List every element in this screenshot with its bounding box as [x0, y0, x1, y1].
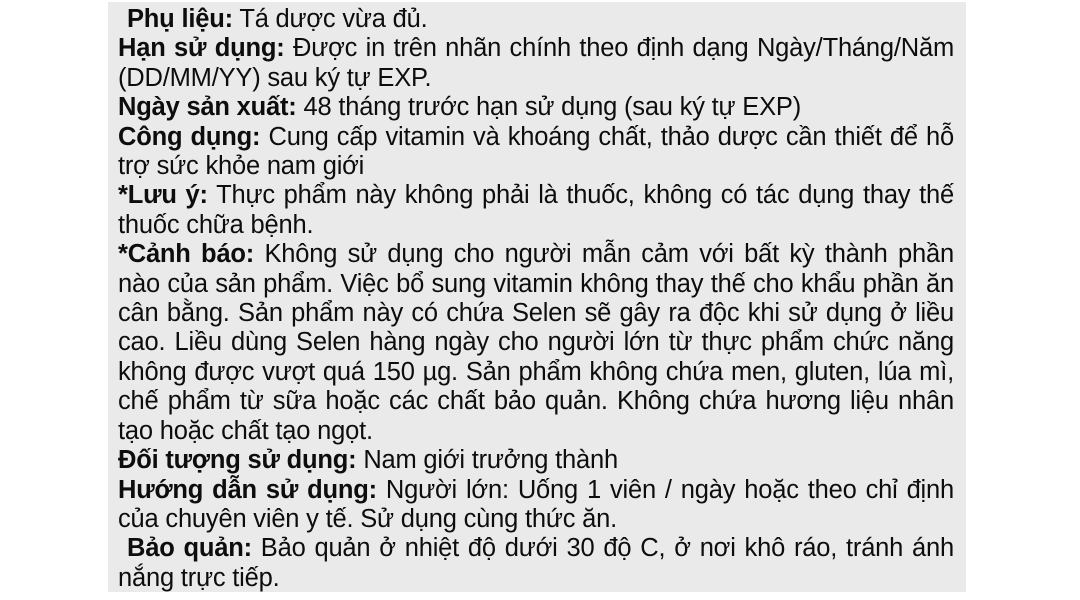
section-canh-bao [118, 240, 954, 446]
section-text-luu-y: Thực phẩm này không phải là thuốc, không có tác dụng thay thế thuốc chữa bệnh. [118, 181, 954, 239]
section-title-doi-tuong-su-dung: Đối tượng sử dụng: [118, 446, 357, 475]
section-text-canh-bao: Không sử dụng cho người mẫn cảm với bất kỳ thành phần nào của sản phẩm. Việc bổ sung vitamin không thay thế cho khẩu phần ăn cân bằng. Sản phẩm này có chứa Selen sẽ gây ra độc khi sử dụng ở liều cao. Liều dùng Selen hàng ngày cho người lớn từ thực phẩm chức năng không được vượt quá 150 µg. Sản phẩm không chứa men, gluten, lúa mì, chế phẩm từ sữa hoặc các chất bảo quản. Không chứa hương liệu nhân tạo hoặc chất tạo ngọt. [118, 240, 954, 445]
section-text-huong-dan-su-dung: Người lớn: Uống 1 viên / ngày hoặc theo chỉ định của chuyên viên y tế. Sử dụng cùng thức ăn. [118, 475, 954, 533]
section-title-han-su-dung: Hạn sử dụng: [118, 34, 285, 63]
section-text-cong-dung: Cung cấp vitamin và khoáng chất, thảo dược cần thiết để hỗ trợ sức khỏe nam giới [118, 122, 954, 181]
section-bao-quan [118, 534, 954, 592]
section-text-bao-quan: Bảo quản ở nhiệt độ dưới 30 độ C, ở nơi khô ráo, tránh ánh nắng trực tiếp. [118, 534, 954, 592]
section-luu-y [118, 181, 954, 240]
section-text-doi-tuong-su-dung: Nam giới trưởng thành [363, 446, 618, 475]
section-ngay-san-xuat [118, 93, 954, 122]
section-han-su-dung [118, 34, 954, 93]
section-title-luu-y: *Lưu ý: [118, 181, 208, 210]
section-title-bao-quan: Bảo quản: [127, 534, 252, 563]
section-text-han-su-dung: Được in trên nhãn chính theo định dạng Ngày/Tháng/Năm (DD/MM/YY) sau ký tự EXP. [118, 34, 954, 92]
product-label-panel [108, 2, 966, 592]
section-text-phu-lieu: Tá dược vừa đủ. [239, 5, 428, 33]
section-title-phu-lieu: Phụ liệu: [127, 5, 233, 33]
section-huong-dan-su-dung [118, 476, 954, 535]
section-doi-tuong-su-dung [118, 446, 954, 475]
section-title-ngay-san-xuat: Ngày sản xuất: [118, 93, 297, 122]
section-title-canh-bao: *Cảnh báo: [118, 240, 255, 269]
section-title-cong-dung: Công dụng: [118, 122, 261, 151]
section-text-ngay-san-xuat: 48 tháng trước hạn sử dụng (sau ký tự EXP) [303, 93, 802, 122]
section-cong-dung [118, 123, 954, 182]
section-title-huong-dan-su-dung: Hướng dẫn sử dụng: [118, 475, 377, 504]
section-phu-lieu [118, 5, 954, 34]
